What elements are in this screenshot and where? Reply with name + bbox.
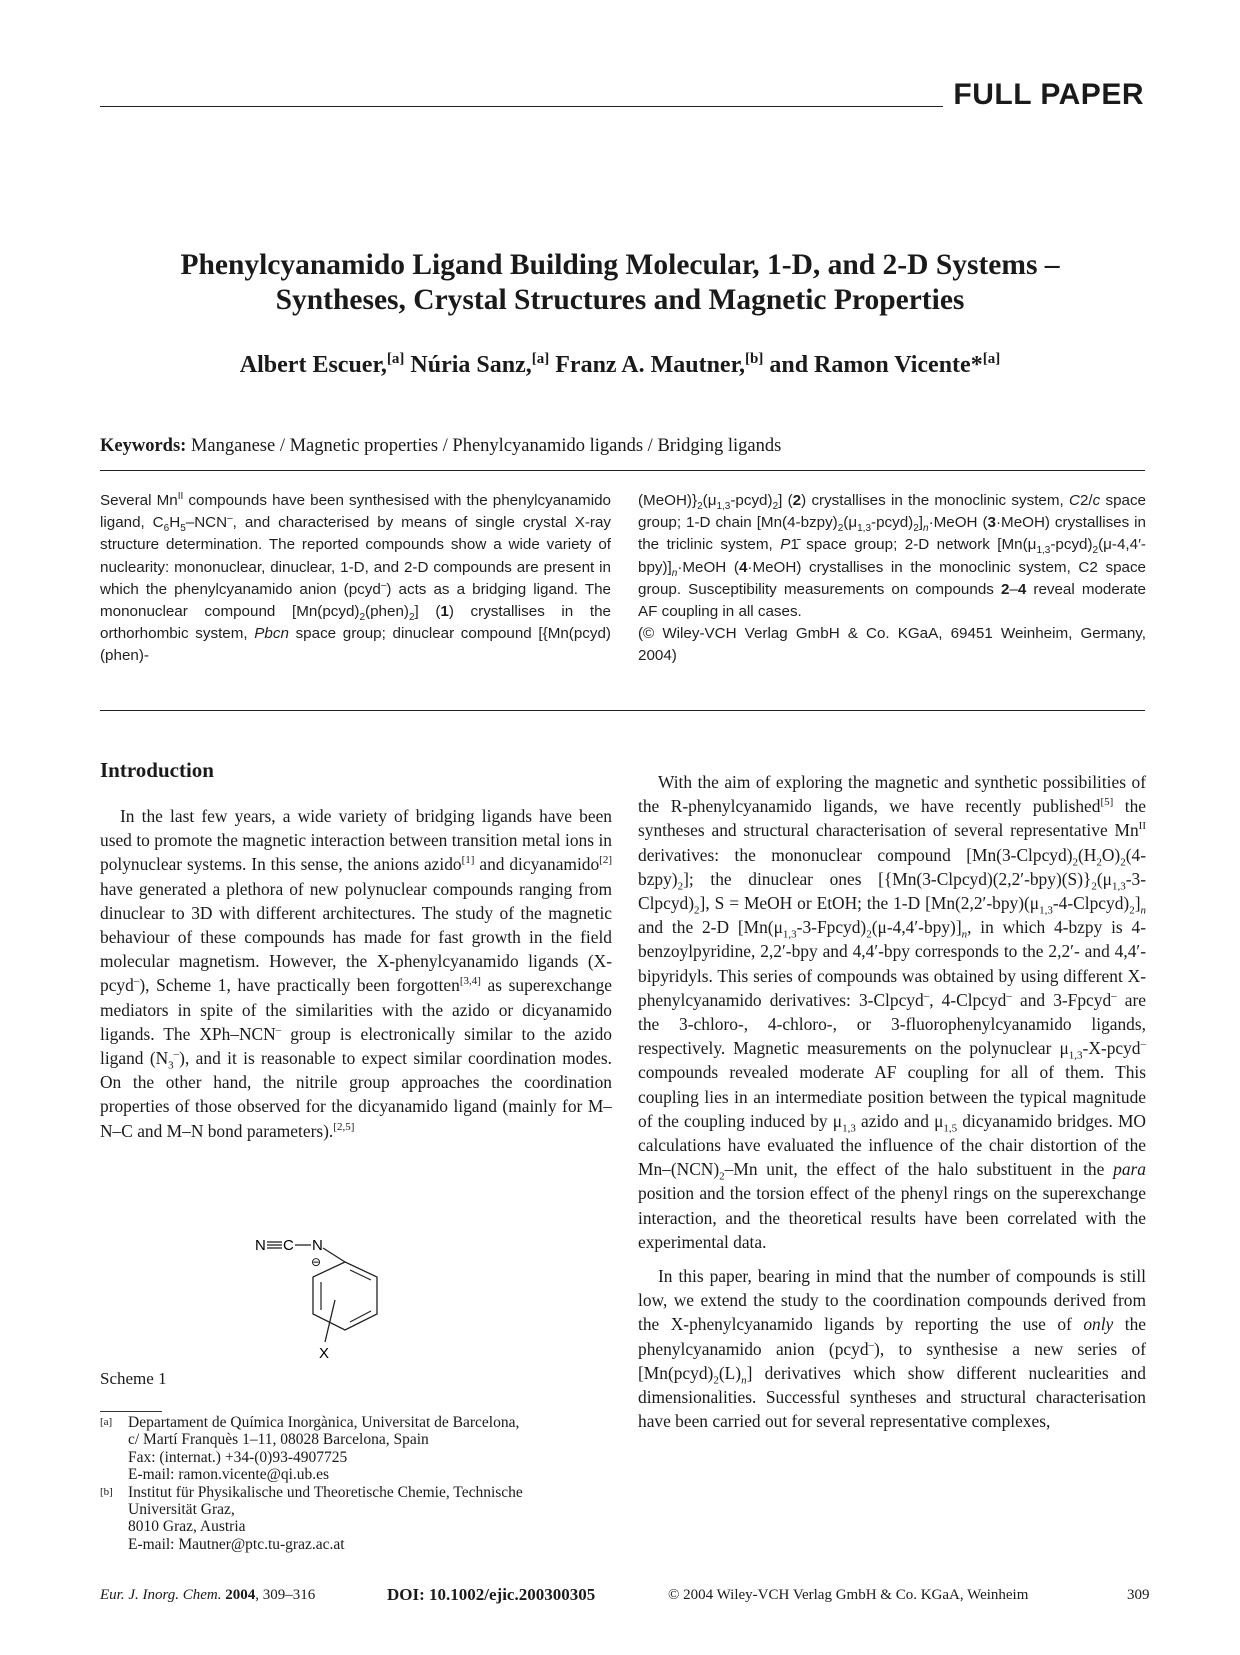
footnote-line: c/ Martí Franquès 1–11, 08028 Barcelona, Spain bbox=[128, 1431, 429, 1449]
body-column-right bbox=[638, 770, 1146, 1433]
author-name: Franz A. Mautner, bbox=[555, 352, 746, 378]
footnote-line: Fax: (internat.) +34-(0)93-4907725 bbox=[128, 1448, 348, 1466]
author-list bbox=[100, 352, 1140, 379]
journal-year: 2004 bbox=[225, 1587, 256, 1603]
title-line-1: Phenylcyanamido Ligand Building Molecular, 1-D, and 2-D Systems – bbox=[180, 249, 1060, 281]
scheme-caption: Scheme 1 bbox=[100, 1369, 167, 1388]
ring-double-bond bbox=[350, 1270, 371, 1280]
journal-pages: 309–316 bbox=[262, 1587, 316, 1603]
negative-charge: ⊖ bbox=[311, 1255, 322, 1269]
footnote-mark: [b] bbox=[100, 1485, 113, 1498]
abstract-column-left: Several $Mn^{II}$ compounds have been synthesised with the phenylcyanamido ligand, $C_6H_5-NCN^-$, and characterised by means of single crystal X-ray structure determination. The reported compounds show a wide variety of nuclearity: mononuclear, dinuclear, 1-D, and 2-D compounds are present in which the phenylcyanamido anion (pcyd–) acts as a bridging ligand. The mononuclear compound $[Mn(pcyd)_2(phen)_2]$ (1) crystallises in the orthorhombic system, Pbcn space group; dinuclear compound [{Mn(pcyd)(phen)- bbox=[100, 490, 612, 665]
scheme-1-structure bbox=[255, 1230, 455, 1360]
abstract-top-rule bbox=[100, 470, 1145, 471]
header-rule bbox=[100, 106, 943, 107]
footnote-rule bbox=[100, 1411, 162, 1412]
ring-double-bond bbox=[350, 1311, 371, 1322]
keywords bbox=[100, 436, 781, 457]
author-affiliation: [a] bbox=[982, 351, 1001, 367]
footnotes bbox=[100, 1414, 620, 1553]
footnote-mark: [a] bbox=[100, 1416, 113, 1428]
footnote-email[interactable]: E-mail: Mautner@ptc.tu-graz.ac.at bbox=[128, 1535, 345, 1553]
atom-n-terminal: N bbox=[255, 1237, 266, 1254]
footnote-line: Departament de Química Inorgànica, Universitat de Barcelona, bbox=[128, 1414, 520, 1431]
author-affiliation: [b] bbox=[745, 351, 764, 367]
article-title bbox=[100, 248, 1140, 318]
abstract-bottom-rule bbox=[100, 710, 1145, 711]
body-column-left bbox=[100, 804, 612, 1143]
footnote-a bbox=[100, 1414, 620, 1484]
abstract-column-right: $(MeOH)\}_2(\mu_{1,3}-pcyd)_2$] (2) crystallises in the monoclinic system, C2/c space group; 1-D chain $[Mn(4-bzpy)_2(\mu_{1,3}-pcyd)_2]_n\cdot MeOH$ (3·MeOH) crystallises in the triclinic system, P1̄ space group; 2-D network $[Mn(\mu_{1,3}-pcyd)_2(\mu-4,4'-bpy)]_n\cdot MeOH$ (4·MeOH) crystallises in the monoclinic system, C2 space group. Susceptibility measurements on compounds 2–4 reveal moderate AF coupling in all cases. (© Wiley-VCH Verlag GmbH & Co. KGaA, 69451 Weinheim, Germany, 2004) bbox=[638, 492, 1147, 665]
footnote-b bbox=[100, 1484, 620, 1554]
paragraph: In the last few years, a wide variety of bridging ligands have been used to promote the magnetic interaction between transition metal ions in polynuclear systems. In this sense, the anions azido[1] and dicyanamido[2] have generated a plethora of new polynuclear compounds ranging from dinuclear to 3D with different architectures. The study of the magnetic behaviour of these compounds has made for fast growth in the field molecular magnetism. However, the X-phenylcyanamido ligands (X-pcyd–), Scheme 1, have practically been forgotten[3,4] as superexchange mediators in spite of the similarities with the azido or dicyanamido ligands. The XPh–NCN– group is electronically similar to the azido ligand $(N_3^-)$, and it is reasonable to expect similar coordination modes. On the other hand, the nitrile group approaches the coordination properties of those observed for the dicyanamido ligand (mainly for M–N–C and M–N bond parameters).[2,5] bbox=[100, 806, 612, 1141]
author-affiliation: [a] bbox=[531, 351, 550, 367]
keywords-label: Keywords: bbox=[100, 436, 187, 456]
benzene-ring bbox=[313, 1262, 377, 1330]
atom-n-amido: N bbox=[312, 1237, 323, 1254]
section-heading-introduction: Introduction bbox=[100, 758, 214, 782]
footer-citation: Eur. J. Inorg. Chem. 2004, 309–316 bbox=[100, 1587, 316, 1603]
author-name: Núria Sanz, bbox=[410, 352, 532, 378]
paragraph: With the aim of exploring the magnetic and synthetic possibilities of the R-phenylcyanamido ligands, we have recently published[5] the syntheses and structural characterisation of several representative $Mn^{II}$ derivatives: the mononuclear compound $[Mn(3-Clpcyd)_2(H_2O)_2(4-bzpy)_2]$; the dinuclear ones $[\{Mn(3-Clpcyd)(2,2'-bpy)(S)\}_2(\mu_{1,3}-3-Clpcyd)_2]$, S = MeOH or EtOH; the 1-D $[Mn(2,2'-bpy)(\mu_{1,3}-4-Clpcyd)_2]_n$ and the 2-D $[Mn(\mu_{1,3}-3-Fpcyd)_2(\mu-4,4'-bpy)]_n$, in which 4-bzpy is 4-benzoylpyridine, 2,2′-bpy and 4,4′-bpy corresponds to the 2,2′- and 4,4′-bipyridyls. This series of compounds was obtained by using different X-phenylcyanamido derivatives: 3-Clpcyd–, 4-Clpcyd– and 3-Fpcyd– are the 3-chloro-, 4-chloro-, or 3-fluorophenylcyanamido ligands, respectively. Magnetic measurements on the polynuclear $\mu_{1,3}-X-pcyd^-$ compounds revealed moderate AF coupling for all of them. This coupling lies in an intermediate position between the typical magnitude of the coupling induced by $\mu_{1,3}$ azido and $\mu_{1,5}$ dicyanamido bridges. MO calculations have evaluated the influence of the chair distortion of the $Mn-(NCN)_2-Mn$ unit, the effect of the halo substituent in the para position and the torsion effect of the phenyl rings on the superexchange interaction, and the theoretical results have been correlated with the experimental data. bbox=[638, 772, 1147, 1252]
title-line-2: Syntheses, Crystal Structures and Magnetic Properties bbox=[275, 284, 965, 316]
journal-name: Eur. J. Inorg. Chem. bbox=[100, 1587, 222, 1603]
paragraph: In this paper, bearing in mind that the number of compounds is still low, we extend the study to the coordination compounds derived from the X-phenylcyanamido ligands by reporting the use of only the phenylcyanamido anion (pcyd–), to synthesise a new series of $[Mn(pcyd)_2(L)_n]$ derivatives which show different nuclearities and dimensionalities. Successful syntheses and structural characterisation have been carried out for several representative complexes, bbox=[638, 1266, 1147, 1432]
doi[interactable]: DOI: 10.1002/ejic.200300305 bbox=[387, 1585, 596, 1604]
atom-c: C bbox=[283, 1237, 294, 1254]
footnote-line: Institut für Physikalische und Theoretische Chemie, Technische bbox=[128, 1483, 523, 1501]
keywords-text: Manganese / Magnetic properties / Phenylcyanamido ligands / Bridging ligands bbox=[190, 436, 782, 456]
author-name: and Ramon Vicente* bbox=[769, 352, 983, 378]
footnote-email[interactable]: E-mail: ramon.vicente@qi.ub.es bbox=[128, 1466, 330, 1484]
footnote-line: 8010 Graz, Austria bbox=[128, 1518, 246, 1536]
substituent-x: X bbox=[319, 1345, 330, 1360]
section-label: FULL PAPER bbox=[953, 78, 1144, 111]
copyright: © 2004 Wiley-VCH Verlag GmbH & Co. KGaA, Weinheim bbox=[668, 1587, 1029, 1603]
author-affiliation: [a] bbox=[386, 351, 405, 367]
page-number: 309 bbox=[1127, 1587, 1150, 1603]
single-bond bbox=[323, 1248, 345, 1262]
author-name: Albert Escuer, bbox=[239, 352, 387, 378]
footnote-line: Universität Graz, bbox=[128, 1501, 235, 1519]
